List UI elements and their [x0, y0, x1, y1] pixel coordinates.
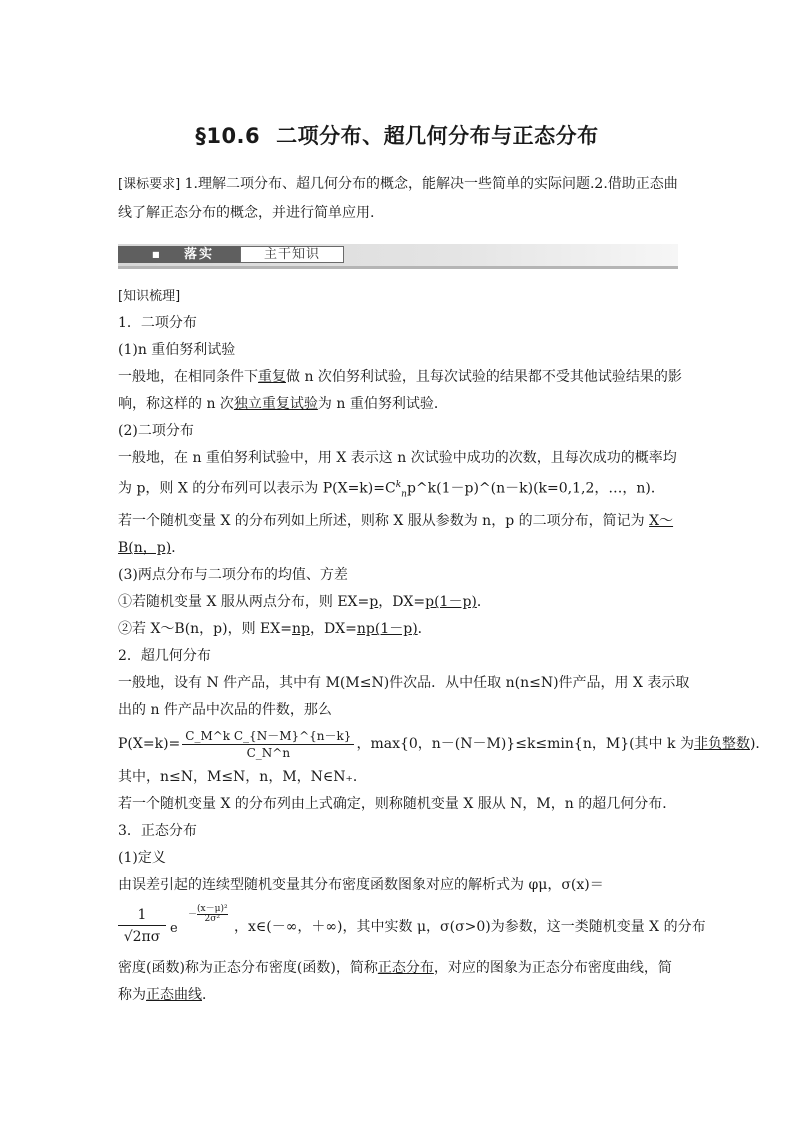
- main-content: [118, 283, 770, 1009]
- two-point-mean-variance: ①若随机变量 X 服从两点分布，则 EX=p，DX=p(1－p)．: [118, 594, 491, 611]
- mean-variance-subheading: (3)两点分布与二项分布的均值、方差: [118, 567, 348, 584]
- normal-heading: 3．正态分布: [118, 823, 197, 840]
- bernoulli-subheading: (1)n 重伯努利试验: [118, 342, 236, 358]
- binomial-mean-variance: ②若 X～B(n，p)，则 EX=np，DX=np(1－p)．: [118, 621, 432, 638]
- hypergeometric-definition: 若一个随机变量 X 的分布列由上式确定，则称随机变量 X 服从 N，M，n 的超几何分布．: [118, 796, 677, 813]
- hypergeometric-fraction: $\frac{\text{C\_M\textasciicircum{}k C\_\{N－M\}\textasciicircum{}\{n－k\}}}{C\_N\^{}n}$: [182, 728, 354, 761]
- course-requirements: [118, 170, 678, 227]
- square-icon: ■: [152, 250, 160, 259]
- hypergeometric-formula: P(X=k)= $\frac{\text{C\_M\textasciicircum{}k C\_\{N－M\}\textasciicircum{}\{n－k\}}}{C\_N\^{}n}$ ，max{0，n－(N－M)}≤k≤min{n，M}(其中 k 为非负整数)．: [118, 728, 770, 760]
- section-title-text: 二项分布、超几何分布与正态分布: [276, 124, 599, 148]
- banner-left-label: 落实: [184, 247, 215, 262]
- section-number: §10.6: [195, 124, 261, 148]
- section-banner: [118, 244, 678, 269]
- normal-density-formula: [118, 899, 706, 955]
- page-title: [0, 120, 794, 150]
- hypergeometric-heading: 2．超几何分布: [118, 648, 211, 665]
- hypergeometric-para-line1: 一般地，设有 N 件产品，其中有 M(M≤N)件次品．从中任取 n(n≤N)件产品，用 X 表示取: [118, 675, 690, 692]
- banner-dark-block: [118, 246, 240, 263]
- hypergeometric-conditions: 其中，n≤N，M≤N，n，M，N∈N₊．: [118, 769, 367, 786]
- requirements-tag: [课标要求]: [118, 177, 181, 192]
- normal-para-line2: ，x∈(－∞，＋∞)，其中实数 μ，σ(σ>0)为参数，这一类随机变量 X 的分布: [234, 919, 706, 936]
- gaussian-expression: 1 √2πσ e － $\frac{\text{(x－μ)²}}{\text{2σ²}}$: [118, 905, 236, 953]
- normal-para-line4: 称为正态曲线．: [118, 987, 216, 1004]
- binomial-para-line3: 若一个随机变量 X 的分布列如上所述，则称 X 服从参数为 n，p 的二项分布，简记为 X～: [118, 513, 674, 530]
- knowledge-tag: [知识梳理]: [118, 289, 181, 304]
- binomial-para-line1: 一般地，在 n 重伯努利试验中，用 X 表示这 n 次试验中成功的次数，且每次成功的概率均: [118, 450, 677, 466]
- binomial-subheading: (2)二项分布: [118, 423, 194, 439]
- hypergeometric-para-line2: 出的 n 件产品中次品的件数，那么: [118, 702, 332, 719]
- binomial-para-line4: B(n，p)．: [118, 540, 186, 557]
- normal-para-line3: 密度(函数)称为正态分布密度(函数)，简称正态分布，对应的图象为正态分布密度曲线，简: [118, 960, 672, 977]
- bernoulli-para-line1: 一般地，在相同条件下重复做 n 次伯努利试验，且每次试验的结果都不受其他试验结果的影: [118, 369, 682, 385]
- normal-definition-subheading: (1)定义: [118, 850, 166, 867]
- bernoulli-para-line2: 响，称这样的 n 次独立重复试验为 n 重伯努利试验．: [118, 396, 448, 412]
- binomial-para-line2: 为 p，则 X 的分布列可以表示为 $P(X=k)=C^k_np\^{}k(1-p)\^{}(n-k)(k=0,1,2$，…，n)．: [118, 480, 665, 500]
- banner-right-label: 主干知识: [240, 246, 344, 263]
- normal-para-line1: 由误差引起的连续型随机变量其分布密度函数图象对应的解析式为 φμ，σ(x)＝: [118, 877, 604, 894]
- binomial-heading: 1．二项分布: [118, 315, 197, 331]
- requirements-text: 1.理解二项分布、超几何分布的概念，能解决一些简单的实际问题.2.借助正态曲线了解正态分布的概念，并进行简单应用.: [118, 176, 678, 221]
